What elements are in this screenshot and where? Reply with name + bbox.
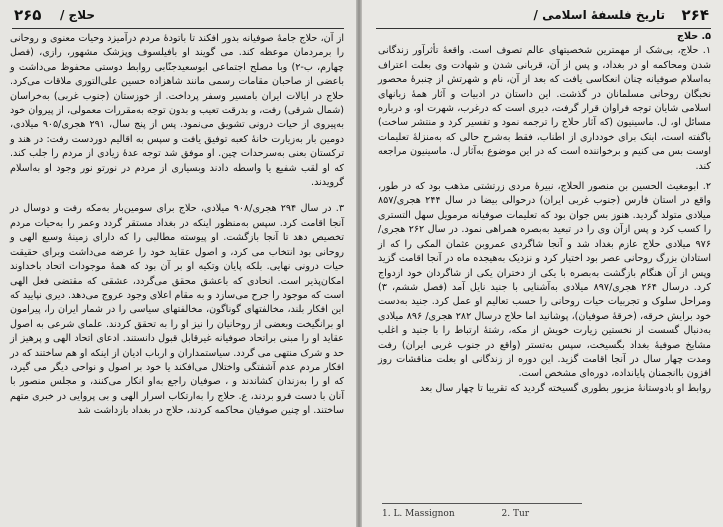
left-page-body [10, 32, 344, 419]
left-paragraph-2: ۳. در سال ۲۹۴ هجری/۹۰۸ میلادی، حلاج برای سومین‌بار به‌مکه رفت و دوسال در آنجا اقامت کرد. سپس به‌منظور اینکه در بغداد مستقر گردد وعمر را به‌حیات مردم تخصیص دهد تا آنجا بازگشت. او پیوسته مطالبی را که دارای زمینهٔ وسیع الهی و روحانی بود انتخاب می کرد، و اصول عقاید خود را عرضه می‌داشت وبرای حقیقت حیات درونی نهایی. بلکه پایان وتکیه او بر آن بود که همهٔ موجودات اتحاد باخداوند امکان‌پذیر است. انحادی که باعشق محقق می‌گردد، عشقی که مقتضی فعل الهی است که موجود را جرح می‌سازد و به مقام اعلای وجود عروج می‌دهد. دیری نپایید که این افکار بلند، مخالفتهای گوناگون، مخالفتهای سیاسی را در شمار ایران را، پیرامون او برانگیخت وبعضی از روحانیان را نیز او را به تحقق کردند. علمای شرعی به اصول عقاید او را مبنی براتحاد صوفیانه غیرقابل قبول دانستند. ادعای اتحاد الهی و پرهیز از حد و شرک منتهی می گردد. سیاستمداران و ارباب ادیان از اینکه او هم ساختند که در افکار مردم عدم آشفتگی واختلال می‌افکند یا خود بر اصول و نواحی دیگر می‌ گیرد، که او را به‌زندان کشاندند و ، صوفیان راجع به‌او انکار می‌کنند، و مجلس منصور با آنان با دست فرو بردند، ع. حلاج را به‌ارتکاب اسرار الهی و بی پروایی در خبری متهم ساختند. او چنین صوفیان محاکمه کردند، حلاج در بغداد بازداشت شد [10, 203, 344, 417]
right-page-header [378, 6, 709, 28]
left-page-number: ۲۶۵ [14, 6, 42, 24]
left-page-header [14, 6, 342, 28]
left-paragraph-1: از آن، حلاج جامهٔ صوفیانه بدور افکند تا باتودهٔ مردم درآمیزد وحیات معنوی و روحانی را برمردمان موعظه کند. می گویند او بافیلسوف وپزشک مشهور، رازی، (فصل چهارم، ب-۲) وبا مصلح اجتماعی ابوسعیدجنّابی روابط دوستی محفوظ می‌داشت و باعضی از صاحبان مقامات رسمی مانند شاهزاده حسین علی‌التوری ملاقات می‌کرد. حلاج در ایالات ایران بامسیر وسفر پرداخت. از خوزستان (جنوب غربی) به‌خراسان (شمال شرقی) رفت، و بدرقت تعیب و بدون توجه به‌مقررات معمولی، از پیروان خود به‌پیروی از حیات درونی تشویق می‌نمود. پس از پنج سال، ۲۹۱ هجری/۹۰۵ میلادی، دومین بار به‌زیارت خانهٔ کعبه توفیق یافت و سپس به اقالیم دوردست رفت: در هند و ترکستان بعنی به‌سرحدات چین. او موفق شد توجه عدهٔ زیادی از مردم را جلب کند. که او لقب شفیع یا واسطه دادند وبسیاری از مردم در نورتو نور وجود او به‌اسلام گرویدند. [10, 33, 344, 189]
right-page [362, 0, 723, 527]
right-running-title: تاریخ فلسفهٔ اسلامی / [533, 8, 665, 22]
footnote-1: 1. L. Massignon [382, 509, 455, 519]
left-page [0, 0, 356, 527]
section-title: ۵. حلاج [677, 31, 711, 42]
left-running-title: حلاج / [60, 8, 95, 22]
footnote-2: 2. Tur [501, 509, 530, 519]
right-page-body [378, 30, 711, 396]
footnotes [382, 509, 602, 519]
right-paragraph-1: ۱. حلاج، بی‌شک از مهمترین شخصیتهای عالم تصوف است. واقعهٔ تأثرآور زندگانی شدن ومحاکمه او در بغداد، و پس از آن، قربانی شدن و شهادت وی بعلت اعتراف به‌اسلام صوفیانه چنان انعکاسی یافت که بعد از آن، نام و شهرتش از چنبرهٔ محصور نخبگان روحانی مسلمانان در گذشت. این داستان در ادبیات و آثار همهٔ زبانهای اسلامی شایان توجه فراوان قرار گرفت، دیری است که درغرب، شهرت او، و درباره مسائل او، ل. ماسینیون (که آثار حلاج را ترجمه نمود و تفسیر کرد و منتشر ساخت) باگفته است، اینک برای خودداری از اطناب، فقط به‌شرح حالی که به‌منزلهٔ تعلیمات اوست بس می کنیم و برخواننده است که در این موضوع به‌آثار ل. ماسینیون مراجعه کند. [378, 45, 711, 172]
left-header-rule [12, 28, 344, 29]
right-page-number: ۲۶۴ [681, 6, 709, 24]
footnote-rule [382, 503, 582, 504]
right-header-rule [376, 28, 711, 29]
right-paragraph-3: روابط او بادوستانهٔ مزبور بطوری گسیخته گردید که تقریبا تا چهار سال بعد [420, 382, 711, 394]
right-paragraph-2: ۲. ابومغیث الحسین بن منصور الحلاج، نبیرهٔ مردی زرتشتی مذهب بود که در طور، واقع در استان فارس (جنوب غربی ایران) درحوالی بیضا در سال ۲۴۴ هجری/۸۵۷ میلادی متولد گردید. هنوز بس جوان بود که تعلیمات صوفیانه مرمویل سهل التستری را کسب کرد و پس ازآن وی را در تبعید به‌بصره همراهی نمود. در سال ۲۶۲ هجری/۹۷۶ میلادی حلاج عازم بغداد شد و آنجا شاگردی عمروبن عثمان المکی را که از استادان بزرگ روحانی عصر بود اختیار کرد و نزدیک به‌هیجده ماه در آنجا اقامت گزید وپس از آن هنگام بازگشت به‌بصره با یکی از دختران یکی از شاگردان خود ازدواج کرد. درسال ۲۶۴ هجری/۸۹۷ میلادی به‌آشنایی با جنید نایل آمد (فصل ششم، ۳) ومراحل سلوک و تجربیات حیات روحانی را حسب تعالیم او عمل کرد. جنید به‌دست خود برایش خرقه، (خرقهٔ صوفیان)، پوشانید اما حلاج درسال ۲۸۲ هجری/ ۸۹۶ میلادی به‌دنبال گسست از نخستین زیارت خویش از مکه، رشتهٔ ارتباط را با جنید و اغلب مشایخ صوفیهٔ بغداد بگسیخت، سپس به‌تستر (واقع در جنوب غربی ایران) رفت ومدت چهار سال در آنجا اقامت گزید. این دوره از زندگانی او بعلت مناقشات روز افزون باانجمنان پایانداده، دوره‌ای مشخص است. [378, 181, 712, 380]
